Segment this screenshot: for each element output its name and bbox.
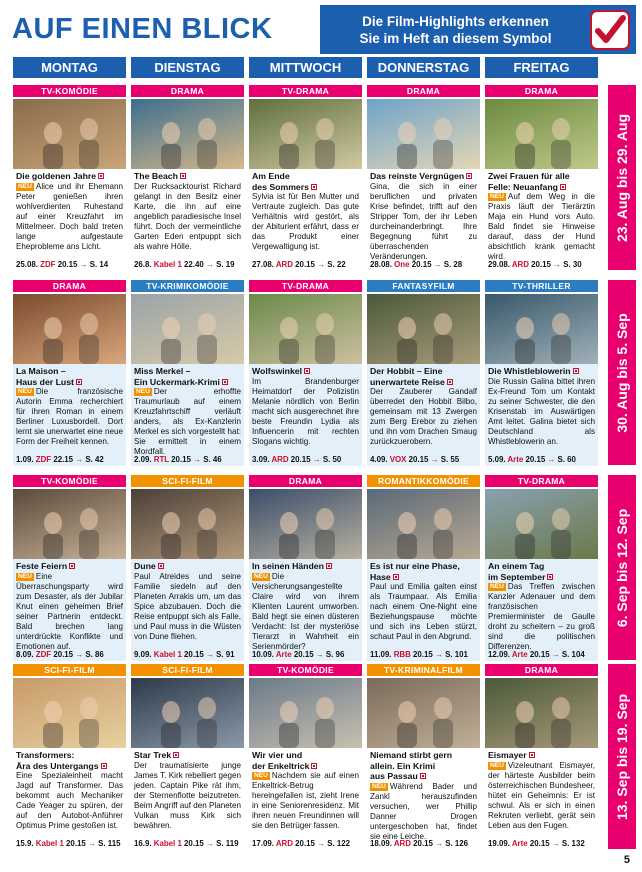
film-title: Die Whistleblowerin — [488, 366, 595, 377]
page-reference[interactable]: S. 115 — [98, 839, 121, 848]
film-card[interactable] — [13, 280, 126, 466]
film-text — [485, 364, 598, 466]
film-description: NEU Auf dem Weg in die Praxis läuft der Tierärztin Maja ein Hund vors Auto. Bald findet sie Hinweise darauf, dass der Hund absichtlich krank gemacht wird. — [488, 192, 595, 261]
film-broadcast-info — [370, 455, 477, 464]
film-card[interactable] — [131, 85, 244, 271]
film-broadcast-info — [370, 650, 477, 659]
broadcast-time: 20.15 — [411, 260, 432, 269]
arrow-right-icon: → — [312, 455, 321, 464]
highlight-mark-icon — [547, 574, 553, 580]
film-title: Zwei Frauen für alle Felle: Neuanfang — [488, 171, 570, 192]
week-date-label: 30. Aug bis 5. Sep — [614, 312, 630, 433]
film-still-image — [367, 678, 480, 748]
film-text — [249, 748, 362, 850]
broadcast-date: 17.09. — [252, 839, 274, 848]
broadcast-time: 20.15 — [531, 260, 551, 269]
broadcast-channel: Kabel 1 — [35, 839, 64, 848]
film-description: Sylvia ist für Ben Mutter und Vertraute zugleich. Das gute Verhältnis wird gestört, als der Abiturient erfährt, dass er das Produkt einer Vergewaltigung ist. — [252, 192, 359, 251]
new-badge: NEU — [490, 583, 504, 590]
checkmark-icon — [590, 10, 630, 50]
broadcast-channel: ARD — [393, 839, 411, 848]
broadcast-channel: VOX — [389, 455, 407, 464]
film-description: NEU Eine Überraschungsparty wird zum Desaster, als der Jubilar Knut einen geheimen Brief seiner Partnerin entdeckt. Bald brechen lang unterdrückte Konflikte und Emotionen auf. — [16, 571, 123, 651]
day-header-thursday: DONNERSTAG — [367, 57, 480, 78]
broadcast-channel: ZDF — [35, 650, 52, 659]
week-date-band — [608, 664, 636, 849]
highlight-note-line1: Die Film-Highlights erkennen — [362, 14, 549, 29]
film-broadcast-info — [488, 650, 595, 659]
film-broadcast-info — [16, 260, 123, 269]
highlight-mark-icon — [311, 763, 317, 769]
film-description: NEU Der erhoffte Traumurlaub auf einem Kreuzfahrtschiff verläuft anders, als Ex-Kanzlerin Merkel es sich vorgestellt hat: Sie ermittelt in einem Mordfall. — [134, 387, 241, 456]
film-still-image — [13, 489, 126, 559]
film-card[interactable] — [131, 664, 244, 850]
page-reference[interactable]: S. 132 — [561, 839, 585, 848]
film-title: Star Trek — [134, 750, 241, 761]
film-category: FANTASYFILM — [367, 280, 480, 292]
page-reference[interactable]: S. 19 — [216, 260, 235, 269]
film-text — [131, 169, 244, 271]
film-still-image — [131, 99, 244, 169]
film-still-image — [131, 678, 244, 748]
film-broadcast-info — [252, 839, 359, 848]
film-still-image — [485, 294, 598, 364]
broadcast-date: 26.8. — [134, 260, 152, 269]
film-broadcast-info — [488, 839, 595, 848]
film-still-image — [131, 294, 244, 364]
broadcast-channel: Kabel 1 — [153, 260, 182, 269]
film-card[interactable] — [249, 475, 362, 661]
page-reference[interactable]: S. 86 — [85, 650, 104, 659]
film-text — [367, 364, 480, 466]
film-card[interactable] — [485, 85, 598, 271]
broadcast-date: 19.09. — [488, 839, 510, 848]
film-category: DRAMA — [13, 280, 126, 292]
film-text — [131, 748, 244, 850]
page-reference[interactable]: S. 91 — [216, 650, 235, 659]
film-card[interactable] — [367, 475, 480, 661]
highlight-mark-icon — [393, 574, 399, 580]
film-still-image — [13, 99, 126, 169]
film-broadcast-info — [134, 650, 241, 659]
broadcast-time: 20.15 — [184, 650, 204, 659]
film-description: Eine Spezialeinheit macht Jagd auf Transformer. Das bekommt auch Mechaniker Cade Yeager zu spüren, der auf den Autobot-Anführer Optimus Prime gestoßen ist. — [16, 771, 123, 830]
broadcast-date: 5.09. — [488, 455, 506, 464]
arrow-right-icon: → — [430, 455, 439, 464]
page-reference[interactable]: S. 50 — [322, 455, 342, 464]
film-title: Am Ende des Sommers — [252, 171, 359, 192]
film-card[interactable] — [485, 475, 598, 661]
film-text — [13, 364, 126, 466]
broadcast-channel: ZDF — [40, 260, 56, 269]
film-text — [249, 559, 362, 661]
highlight-mark-icon — [447, 379, 453, 385]
broadcast-time: 20.15 — [290, 455, 311, 464]
film-category: TV-DRAMA — [249, 85, 362, 97]
day-header-tuesday: DIENSTAG — [131, 57, 244, 78]
film-still-image — [367, 489, 480, 559]
film-category: DRAMA — [485, 85, 598, 97]
arrow-right-icon: → — [79, 260, 88, 269]
film-title: Es ist nur eine Phase, Hase — [370, 561, 460, 582]
arrow-right-icon: → — [75, 650, 84, 659]
new-badge: NEU — [254, 772, 268, 779]
film-description: Paul Atreides und seine Familie siedeln auf den Planeten Arrakis um, um das Spice abzubauen. Doch die Reise entpuppt sich als Falle, und Paul muss in die Wüsten von Dune fliehen. — [134, 571, 241, 641]
broadcast-date: 12.09. — [488, 650, 510, 659]
film-category: DRAMA — [485, 664, 598, 676]
day-header-friday: FREITAG — [485, 57, 598, 78]
film-category: DRAMA — [131, 85, 244, 97]
film-card[interactable] — [367, 664, 480, 850]
broadcast-time: 20.15 — [53, 650, 74, 659]
film-broadcast-info — [252, 260, 359, 269]
broadcast-channel: Kabel 1 — [153, 839, 182, 848]
film-still-image — [485, 99, 598, 169]
week-date-band — [608, 475, 636, 660]
new-badge: NEU — [490, 761, 504, 769]
day-header-wednesday: MITTWOCH — [249, 57, 362, 78]
highlight-mark-icon — [158, 563, 164, 569]
week-row — [13, 85, 605, 270]
highlight-mark-icon — [222, 379, 228, 385]
week-date-label: 13. Sep bis 19. Sep — [614, 693, 630, 820]
film-broadcast-info — [134, 455, 241, 464]
broadcast-time: 20.15 — [529, 650, 550, 659]
arrow-right-icon: → — [75, 455, 84, 464]
arrow-right-icon: → — [206, 839, 214, 848]
film-broadcast-info — [16, 455, 123, 464]
arrow-right-icon: → — [315, 650, 324, 659]
film-text — [131, 364, 244, 466]
film-category: TV-THRILLER — [485, 280, 598, 292]
film-card[interactable] — [13, 664, 126, 850]
highlight-mark-icon — [311, 184, 317, 190]
broadcast-time: 20.15 — [57, 260, 78, 269]
page-reference[interactable]: S. 22 — [327, 260, 346, 269]
week-row — [13, 475, 605, 660]
film-description: Gina, die sich in einer beruflichen und privaten Krise befindet, trifft auf den Stripper Tom, der ihr Leben durcheinanderbringt. Ihre Begegnung führt zu überraschenden Veränderungen. — [370, 181, 477, 261]
page-reference[interactable]: S. 46 — [203, 455, 222, 464]
new-badge: NEU — [18, 388, 32, 395]
highlight-mark-icon — [69, 563, 75, 569]
week-row — [13, 280, 605, 465]
film-card[interactable] — [13, 475, 126, 661]
film-text — [367, 169, 480, 271]
highlight-mark-icon — [529, 752, 535, 758]
arrow-right-icon: → — [317, 839, 326, 848]
broadcast-date: 18.09. — [370, 839, 392, 848]
film-still-image — [485, 489, 598, 559]
new-badge: NEU — [136, 388, 150, 395]
arrow-right-icon: → — [317, 260, 326, 269]
film-text — [13, 169, 126, 271]
broadcast-channel: Arte — [507, 455, 524, 464]
film-category: TV-KOMÖDIE — [13, 475, 126, 487]
film-description: NEU Das Treffen zwischen Kanzler Adenauer und dem französischen Premierminister de Gaulle droht zu scheitern – zu groß sind die politischen Differenzen. — [488, 582, 595, 651]
highlight-note-text — [328, 13, 583, 47]
film-still-image — [13, 294, 126, 364]
broadcast-time: 20.15 — [525, 455, 546, 464]
arrow-right-icon: → — [553, 260, 562, 269]
arrow-right-icon: → — [206, 260, 214, 269]
new-badge: NEU — [18, 182, 32, 190]
film-description: NEU Alice und ihr Ehemann Peter genießen ihren wohlverdienten Ruhestand auf einer Kreuzfahrt im Mittelmeer. Doch bald treten lange aufgestaute Eheprobleme ans Licht. — [16, 181, 123, 251]
page-reference[interactable]: S. 119 — [216, 839, 239, 848]
page-title: AUF EINEN BLICK — [12, 13, 273, 45]
highlight-mark-icon — [466, 173, 472, 179]
broadcast-date: 1.09. — [16, 455, 34, 464]
week-date-band — [608, 85, 636, 270]
film-text — [13, 559, 126, 661]
film-broadcast-info — [252, 455, 359, 464]
film-description: NEU Während Bader und Zankl herauszufinden versuchen, wer Phillip Danner Drogen untergeschoben hat, findet sie eine Leiche. — [370, 781, 477, 841]
arrow-right-icon: → — [551, 839, 560, 848]
broadcast-date: 29.08. — [488, 260, 510, 269]
highlight-mark-icon — [326, 563, 332, 569]
broadcast-time: 22.40 — [184, 260, 204, 269]
film-text — [367, 559, 480, 661]
page-reference[interactable]: S. 42 — [85, 455, 104, 464]
film-card[interactable] — [131, 280, 244, 466]
film-category: TV-KRIMIKOMÖDIE — [131, 280, 244, 292]
highlight-note-line2: Sie im Heft an diesem Symbol — [359, 31, 552, 46]
arrow-right-icon: → — [193, 455, 202, 464]
broadcast-time: 20.15 — [413, 839, 433, 848]
page-reference[interactable]: S. 104 — [561, 650, 585, 659]
arrow-right-icon: → — [547, 455, 556, 464]
arrow-right-icon: → — [551, 650, 560, 659]
film-title: Der Hobbit – Eine unerwartete Reise — [370, 366, 477, 387]
broadcast-date: 10.09. — [252, 650, 274, 659]
film-title: La Maison – Haus der Lust — [16, 366, 123, 387]
page-reference[interactable]: S. 60 — [557, 455, 576, 464]
film-broadcast-info — [134, 260, 241, 269]
film-category: DRAMA — [367, 85, 480, 97]
film-broadcast-info — [488, 455, 595, 464]
film-category: SCI-FI-FILM — [131, 475, 244, 487]
broadcast-time: 20.15 — [295, 260, 315, 269]
page-reference[interactable]: S. 126 — [445, 839, 469, 848]
broadcast-channel: RBB — [393, 650, 411, 659]
film-title: Transformers: Ära des Untergangs — [16, 750, 123, 771]
film-category: TV-DRAMA — [485, 475, 598, 487]
film-broadcast-info — [370, 260, 477, 269]
highlight-mark-icon — [420, 773, 426, 779]
film-text — [131, 559, 244, 661]
film-still-image — [367, 294, 480, 364]
film-text — [485, 169, 598, 271]
film-title: Wolfswinkel — [252, 366, 359, 377]
film-card[interactable] — [367, 280, 480, 466]
broadcast-channel: Arte — [511, 650, 528, 659]
new-badge: NEU — [254, 572, 268, 580]
film-text — [485, 559, 598, 661]
film-title: Dune — [134, 561, 241, 572]
highlight-mark-icon — [76, 379, 82, 385]
broadcast-channel: Arte — [511, 839, 528, 848]
film-category: SCI-FI-FILM — [13, 664, 126, 676]
film-description: Der Rucksacktourist Richard gelangt in den Besitz einer Karte, die ihn auf eine angeblich paradiesische Insel führt. Doch der vermeintliche Garten Eden entpuppt sich als wahre Hölle. — [134, 181, 241, 251]
arrow-right-icon: → — [434, 650, 443, 659]
broadcast-channel: One — [394, 260, 410, 269]
film-card[interactable] — [13, 85, 126, 271]
film-category: TV-KRIMINALFILM — [367, 664, 480, 676]
film-title: Eismayer — [488, 750, 595, 761]
film-title: In seinen Händen — [252, 561, 359, 572]
week-date-label: 23. Aug bis 29. Aug — [614, 113, 630, 242]
highlight-mark-icon — [573, 368, 579, 374]
page-reference[interactable]: S. 96 — [325, 650, 345, 659]
film-text — [367, 748, 480, 850]
film-still-image — [13, 678, 126, 748]
page-reference[interactable]: S. 14 — [89, 260, 109, 269]
page-reference[interactable]: S. 28 — [443, 260, 463, 269]
week-row — [13, 664, 605, 849]
highlight-mark-icon — [304, 368, 310, 374]
film-broadcast-info — [370, 839, 477, 848]
arrow-right-icon: → — [88, 839, 96, 848]
broadcast-date: 8.09. — [16, 650, 34, 659]
broadcast-date: 2.09. — [134, 455, 152, 464]
film-category: ROMANTIKKOMÖDIE — [367, 475, 480, 487]
broadcast-channel: RTL — [153, 455, 169, 464]
broadcast-date: 3.09. — [252, 455, 270, 464]
broadcast-time: 20.15 — [408, 455, 429, 464]
film-still-image — [249, 99, 362, 169]
highlight-mark-icon — [101, 763, 107, 769]
film-category: TV-KOMÖDIE — [13, 85, 126, 97]
page-reference[interactable]: S. 30 — [563, 260, 582, 269]
broadcast-time: 20.15 — [66, 839, 86, 848]
film-description: Der Zauberer Gandalf überredet den Hobbit Bilbo, gemeinsam mit 13 Zwergen zum Berg Erebor zu ziehen und ihn vom Drachen Smaug zurückzuerobern. — [370, 387, 477, 446]
new-badge: NEU — [490, 193, 504, 200]
film-card[interactable] — [485, 664, 598, 850]
broadcast-date: 9.09. — [134, 650, 152, 659]
film-still-image — [367, 99, 480, 169]
film-broadcast-info — [252, 650, 359, 659]
broadcast-date: 27.08. — [252, 260, 274, 269]
film-title: The Beach — [134, 171, 241, 182]
film-still-image — [249, 489, 362, 559]
week-date-band — [608, 280, 636, 465]
new-badge: NEU — [372, 782, 386, 790]
broadcast-time: 20.15 — [529, 839, 550, 848]
broadcast-time: 20.15 — [184, 839, 204, 848]
film-text — [249, 169, 362, 271]
film-title: Wir vier und der Enkeltrick — [252, 750, 359, 771]
highlight-mark-icon — [98, 173, 104, 179]
arrow-right-icon: → — [206, 650, 214, 659]
broadcast-time: 20.15 — [171, 455, 191, 464]
broadcast-channel: Arte — [275, 650, 292, 659]
page-reference[interactable]: S. 122 — [327, 839, 351, 848]
broadcast-date: 4.09. — [370, 455, 388, 464]
film-title: Feste Feiern — [16, 561, 123, 572]
broadcast-date: 11.09. — [370, 650, 392, 659]
film-title: Niemand stirbt gern allein. Ein Krimi aus Passau — [370, 750, 453, 781]
broadcast-channel: ARD — [271, 455, 289, 464]
film-text — [485, 748, 598, 850]
film-broadcast-info — [488, 260, 595, 269]
film-card[interactable] — [131, 475, 244, 661]
film-description: NEU Nachdem sie auf einen Enkeltrick-Betrug hereingefallen ist, zieht Irene in eine Seniorenresidenz. Mit ihren neuen Freundinnen will sie den Betrüger fassen. — [252, 771, 359, 830]
film-title: Das reinste Vergnügen — [370, 171, 477, 182]
film-still-image — [131, 489, 244, 559]
film-description: NEU Vizeleutnant Eismayer, der härteste Ausbilder beim österreichischen Bundesheer, hütet ein Geheimnis: Er ist schwul. Als er sich in einen Rekruten verliebt, gerät sein Leben aus den Fugen. — [488, 760, 595, 830]
highlight-mark-icon — [560, 184, 566, 190]
film-description: NEU Die französische Autorin Emma recherchiert für ihren Roman in einem Berliner Luxusbordell. Dort lernt sie unerwartet eine neue Form der Freiheit kennen. — [16, 387, 123, 446]
broadcast-channel: ARD — [511, 260, 529, 269]
broadcast-time: 20.15 — [413, 650, 433, 659]
film-text — [249, 364, 362, 466]
film-broadcast-info — [134, 839, 241, 848]
film-still-image — [249, 294, 362, 364]
broadcast-time: 20.15 — [293, 650, 314, 659]
film-text — [13, 748, 126, 850]
broadcast-date: 28.08. — [370, 260, 392, 269]
broadcast-channel: ZDF — [35, 455, 52, 464]
highlight-mark-icon — [173, 752, 179, 758]
arrow-right-icon: → — [435, 839, 444, 848]
film-description: NEU Die Versicherungsangestellte Claire wird von ihrem Klienten Laurent umworben. Bald hegt sie einen düsteren Verdacht: Ist der mysteriöse Tierarzt in Wahrheit ein Serienmörder? — [252, 571, 359, 651]
week-date-label: 6. Sep bis 12. Sep — [614, 508, 630, 627]
film-card[interactable] — [367, 85, 480, 271]
film-category: TV-DRAMA — [249, 280, 362, 292]
film-card[interactable] — [249, 664, 362, 850]
film-description: Paul und Emilia galten einst als Traumpaar. Als Emilia nach einem One-Night eine Beziehungspause möchte und sich ins Leben stürzt, schaut Paul in den Abgrund. — [370, 582, 477, 641]
film-title: Miss Merkel – Ein Uckermark-Krimi — [134, 366, 241, 387]
film-category: SCI-FI-FILM — [131, 664, 244, 676]
broadcast-channel: ARD — [275, 839, 293, 848]
film-card[interactable] — [249, 280, 362, 466]
broadcast-date: 15.9. — [16, 839, 34, 848]
page-number: 5 — [623, 854, 630, 866]
broadcast-date: 16.9. — [134, 839, 152, 848]
film-card[interactable] — [485, 280, 598, 466]
broadcast-time: 20.15 — [295, 839, 315, 848]
broadcast-channel: Kabel 1 — [153, 650, 182, 659]
day-header-monday: MONTAG — [13, 57, 126, 78]
broadcast-channel: ARD — [275, 260, 293, 269]
broadcast-date: 25.08. — [16, 260, 38, 269]
film-description: Im Brandenburger Heimatdorf der Polizistin Melanie nördlich von Berlin macht sich ausgerechnet ihre beste Freundin Lydia als Influencerin mit rechten Slogans wichtig. — [252, 376, 359, 446]
film-still-image — [485, 678, 598, 748]
film-category: DRAMA — [249, 475, 362, 487]
highlight-mark-icon — [180, 173, 186, 179]
highlight-note-box — [318, 3, 638, 56]
film-category: TV-KOMÖDIE — [249, 664, 362, 676]
broadcast-time: 22.15 — [53, 455, 74, 464]
film-broadcast-info — [16, 839, 123, 848]
film-title: Die goldenen Jahre — [16, 171, 123, 182]
page-reference[interactable]: S. 55 — [440, 455, 460, 464]
new-badge: NEU — [18, 572, 32, 580]
page-reference[interactable]: S. 101 — [445, 650, 468, 659]
film-broadcast-info — [16, 650, 123, 659]
film-still-image — [249, 678, 362, 748]
film-card[interactable] — [249, 85, 362, 271]
film-title: An einem Tag im September — [488, 561, 595, 582]
film-description: Die Russin Galina bittet ihren Ex-Freund Tom um Kontakt zu seiner Schwester, die den Krisenstab im Auswärtigen Amt leitet. Galina bietet sich Deutschland als Whistleblowerin an. — [488, 376, 595, 446]
arrow-right-icon: → — [433, 260, 442, 269]
film-description: Der traumatisierte junge James T. Kirk rebelliert gegen jeden. Captain Pike rät ihm, der Sternenflotte beizutreten. Beim Angriff auf den Planeten Vulkan muss Kirk sich bewähren. — [134, 760, 241, 830]
